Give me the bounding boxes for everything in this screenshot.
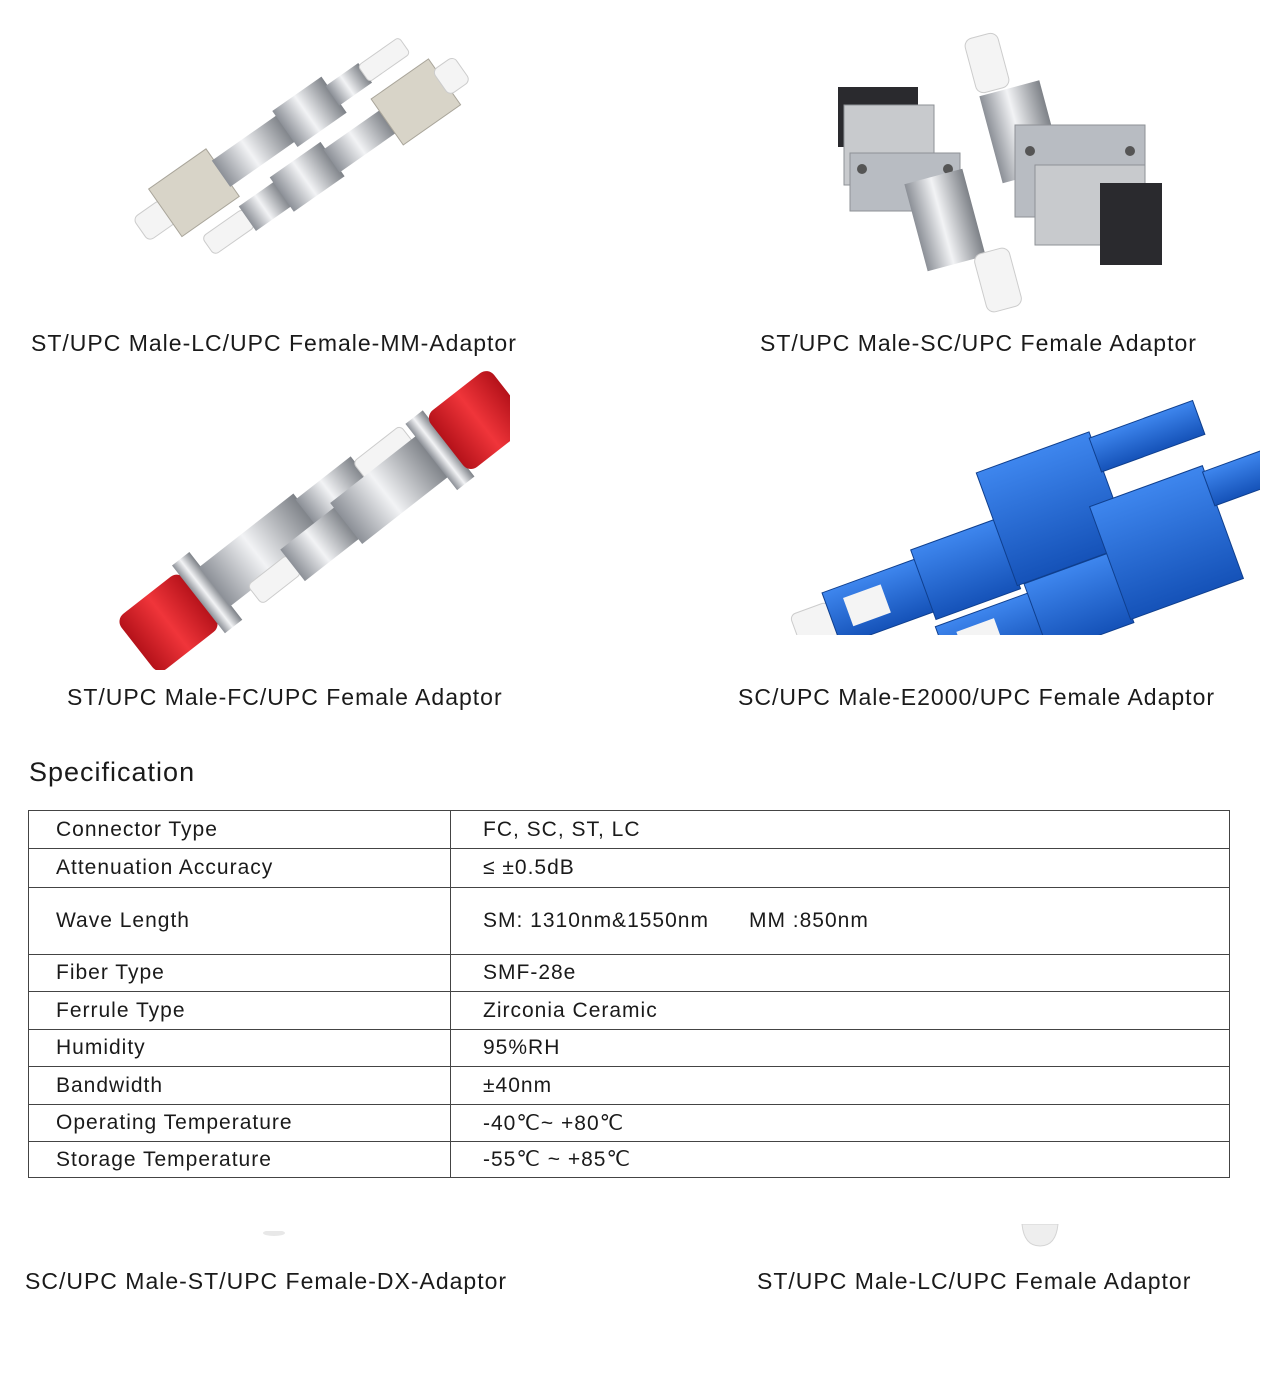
table-row	[29, 849, 1230, 888]
spec-value: 95%RH	[451, 1030, 1230, 1067]
sc-e2000-adaptor-image	[755, 365, 1260, 635]
spec-value-sm: SM: 1310nm&1550nm	[483, 909, 709, 932]
specification-table	[28, 810, 1230, 1178]
table-row	[29, 811, 1230, 849]
table-row	[29, 888, 1230, 955]
spec-key: Wave Length	[29, 888, 451, 955]
table-row	[29, 955, 1230, 992]
table-row	[29, 992, 1230, 1030]
spec-value: ±40nm	[451, 1067, 1230, 1105]
st-sc-adaptor-image	[830, 25, 1190, 325]
spec-value: ≤ ±0.5dB	[451, 849, 1230, 888]
table-row	[29, 1142, 1230, 1178]
spec-key: Storage Temperature	[29, 1142, 451, 1178]
spec-key: Bandwidth	[29, 1067, 451, 1105]
spec-key: Connector Type	[29, 811, 451, 849]
product-photo-fragment	[1020, 1224, 1060, 1248]
product-photo-st-lc-mm	[120, 30, 500, 320]
spec-value-mm: MM :850nm	[748, 909, 869, 932]
product-photo-edge	[1020, 1224, 1060, 1248]
table-row	[29, 1067, 1230, 1105]
spec-key: Fiber Type	[29, 955, 451, 992]
spec-key: Attenuation Accuracy	[29, 849, 451, 888]
st-lc-adaptor-image	[120, 30, 500, 320]
spec-value: -40℃~ +80℃	[451, 1105, 1230, 1142]
spec-key: Operating Temperature	[29, 1105, 451, 1142]
spec-value: SMF-28e	[451, 955, 1230, 992]
spec-value: FC, SC, ST, LC	[451, 811, 1230, 849]
product-caption: ST/UPC Male-LC/UPC Female-MM-Adaptor	[31, 330, 517, 356]
product-photo-st-fc	[110, 365, 510, 670]
spec-key: Ferrule Type	[29, 992, 451, 1030]
spec-value: Zirconia Ceramic	[451, 992, 1230, 1030]
product-caption: ST/UPC Male-SC/UPC Female Adaptor	[760, 330, 1197, 356]
product-photo-edge	[262, 1231, 286, 1237]
product-caption: SC/UPC Male-E2000/UPC Female Adaptor	[738, 684, 1216, 710]
table-row	[29, 1030, 1230, 1067]
product-photo-sc-e2000	[755, 365, 1260, 635]
specification-title: Specification	[29, 757, 196, 787]
spec-value-wavelength	[451, 888, 1230, 955]
product-photo-fragment	[262, 1224, 286, 1230]
table-row	[29, 1105, 1230, 1142]
st-fc-adaptor-image	[110, 365, 510, 670]
product-caption: ST/UPC Male-LC/UPC Female Adaptor	[757, 1268, 1192, 1294]
spec-value: -55℃ ~ +85℃	[451, 1142, 1230, 1178]
product-photo-st-sc	[830, 25, 1190, 325]
product-caption: SC/UPC Male-ST/UPC Female-DX-Adaptor	[25, 1268, 508, 1294]
spec-key: Humidity	[29, 1030, 451, 1067]
product-caption: ST/UPC Male-FC/UPC Female Adaptor	[67, 684, 503, 710]
